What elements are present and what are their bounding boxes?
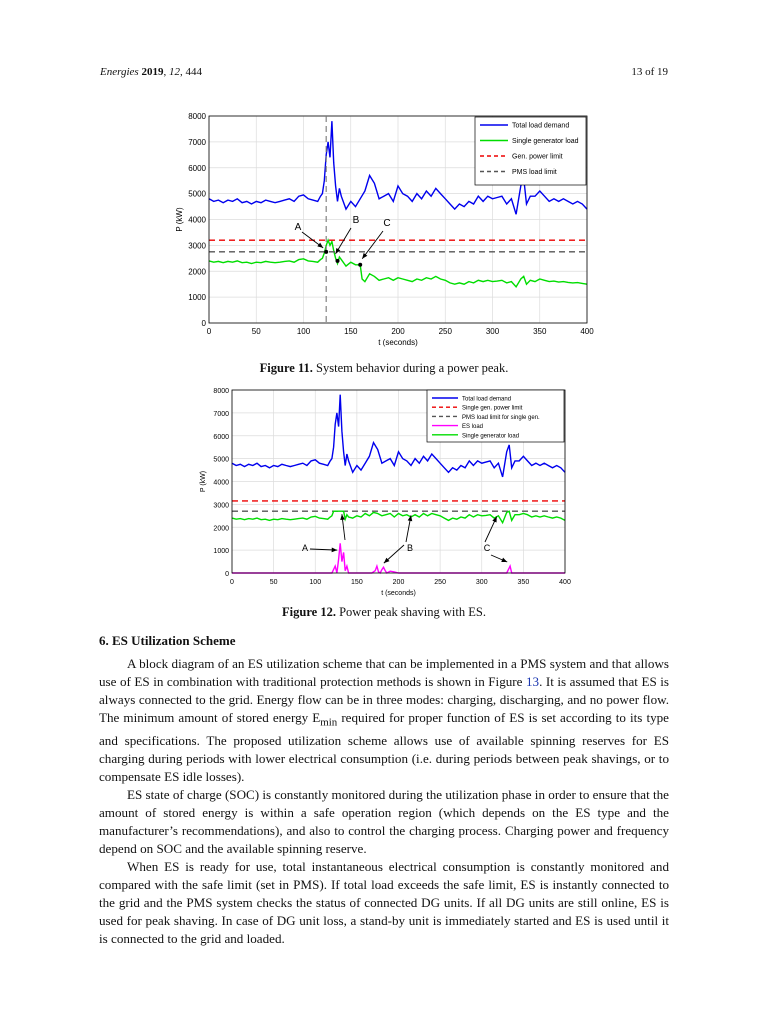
annotation-c: C	[483, 543, 491, 553]
article-number: 444	[185, 66, 202, 78]
paragraph-1	[99, 655, 669, 786]
paragraph-1-part-b: . It is assumed that ES is always connected to the grid. Energy flow can be in three modes: charging, discharging, and no power flow. The minimum amount of stored energy E	[99, 674, 669, 725]
paragraph-2: ES state of charge (SOC) is constantly monitored during the utilization phase in order to ensure that the amount of stored energy is within a safe operation region (which depends on the ES type and the manufacturer’s recommendations), and also to control the charging process. Charging power and frequency depend on SOC and the available spinning reserve.	[99, 786, 669, 856]
y-tick-label: 3000	[188, 241, 206, 251]
figure-11-caption-label: Figure 11.	[259, 361, 313, 375]
y-tick-label: 7000	[213, 410, 229, 418]
y-tick-label: 4000	[213, 479, 229, 487]
y-tick-label: 1000	[213, 548, 229, 556]
x-tick-label: 250	[438, 327, 452, 336]
section-title: ES Utilization Scheme	[112, 633, 236, 648]
body-text	[99, 655, 669, 948]
legend-label-3: PMS load limit	[512, 169, 557, 176]
x-tick-label: 100	[296, 327, 311, 336]
y-axis-label: P (kW)	[200, 470, 207, 493]
section-heading	[99, 633, 236, 649]
x-tick-label: 300	[475, 579, 488, 586]
figure-12-chart	[0, 380, 768, 600]
legend-label-0: Total load demand	[462, 396, 512, 403]
x-tick-label: 300	[485, 327, 500, 336]
y-tick-label: 2000	[213, 525, 229, 533]
x-tick-label: 400	[559, 579, 571, 586]
y-tick-label: 4000	[188, 215, 206, 225]
x-axis-label: t (seconds)	[378, 338, 418, 347]
annotation-b: B	[352, 215, 360, 226]
paragraph-1-part-c: required for proper function of ES is set according to its type and specifications. The proposed utilization scheme allows use of available spinning reserves for ES charging during periods with lower electrical consumption (i.e. during periods between peak shavings, or to compensate ES idle losses).	[99, 710, 669, 784]
paragraph-1-part-a: A block diagram of an ES utilization scheme that can be implemented in a PMS system and that allows use of ES in combination with traditional protection methods is shown in Figure	[99, 656, 669, 689]
y-tick-label: 8000	[188, 112, 206, 121]
paragraph-3: When ES is ready for use, total instantaneous electrical consumption is constantly monitored and compared with the safe limit (set in PMS). If total load exceeds the safe limit, ES is instantly connected to the grid and the PMS system checks the status of connected DG units. If all DG units are still online, ES is used for peak shaving. In case of DG unit loss, a stand-by unit is immediately started and ES is used until it is connected to the grid and loaded.	[99, 858, 669, 946]
legend-label-2: PMS load limit for single gen.	[462, 414, 540, 421]
figure-11-chart	[0, 0, 768, 360]
journal-name: Energies	[100, 66, 139, 78]
running-header-journal: Energies 2019, 12, 444	[100, 66, 202, 78]
annotation-c: C	[383, 218, 391, 229]
figure-12-caption	[0, 605, 768, 620]
y-tick-label: 1000	[188, 293, 206, 303]
y-tick-label: 6000	[213, 433, 229, 441]
event-point-1	[336, 259, 340, 263]
y-tick-label: 3000	[213, 502, 229, 510]
x-tick-label: 0	[230, 579, 234, 586]
x-tick-label: 150	[344, 327, 358, 336]
y-tick-label: 0	[201, 319, 206, 328]
event-point-0	[324, 250, 328, 254]
figure-13-link[interactable]: 13	[525, 674, 540, 689]
figure-12-caption-text: Power peak shaving with ES.	[339, 605, 486, 619]
y-tick-label: 5000	[213, 456, 229, 464]
y-tick-label: 0	[225, 571, 229, 578]
journal-year: 2019	[141, 66, 164, 78]
x-tick-label: 100	[309, 579, 322, 586]
x-tick-label: 200	[391, 327, 405, 336]
e-min-subscript: min	[320, 716, 338, 729]
x-tick-label: 50	[269, 579, 278, 586]
annotation-a: A	[294, 222, 302, 233]
x-tick-label: 200	[392, 579, 405, 586]
x-axis-label: t (seconds)	[381, 590, 416, 597]
y-tick-label: 8000	[213, 388, 229, 395]
legend-label-2: Gen. power limit	[512, 153, 563, 161]
x-tick-label: 0	[206, 327, 212, 336]
y-tick-label: 7000	[188, 137, 206, 147]
legend-label-0: Total load demand	[512, 122, 570, 130]
legend-label-1: Single gen. power limit	[462, 405, 523, 412]
legend-label-1: Single generator load	[512, 138, 579, 145]
event-point-2	[358, 263, 362, 267]
figure-12-caption-label: Figure 12.	[282, 605, 336, 619]
x-tick-label: 350	[517, 579, 530, 586]
page-number: 13 of 19	[631, 66, 668, 78]
x-tick-label: 50	[251, 327, 261, 336]
figure-11-caption-text: System behavior during a power peak.	[316, 361, 509, 375]
legend-label-3: ES load	[462, 424, 484, 431]
y-axis-label: P (kW)	[175, 207, 184, 232]
annotation-b: B	[406, 543, 414, 553]
x-tick-label: 400	[580, 327, 594, 336]
journal-volume: 12	[168, 66, 180, 78]
y-tick-label: 2000	[188, 267, 206, 277]
section-number: 6.	[99, 633, 109, 648]
x-tick-label: 250	[434, 579, 446, 586]
legend-label-4: Single generator load	[462, 433, 520, 440]
y-tick-label: 6000	[188, 163, 206, 173]
annotation-a: A	[301, 543, 309, 553]
x-tick-label: 350	[533, 327, 547, 336]
x-tick-label: 150	[351, 579, 363, 586]
y-tick-label: 5000	[188, 189, 206, 199]
figure-11-caption	[0, 361, 768, 376]
